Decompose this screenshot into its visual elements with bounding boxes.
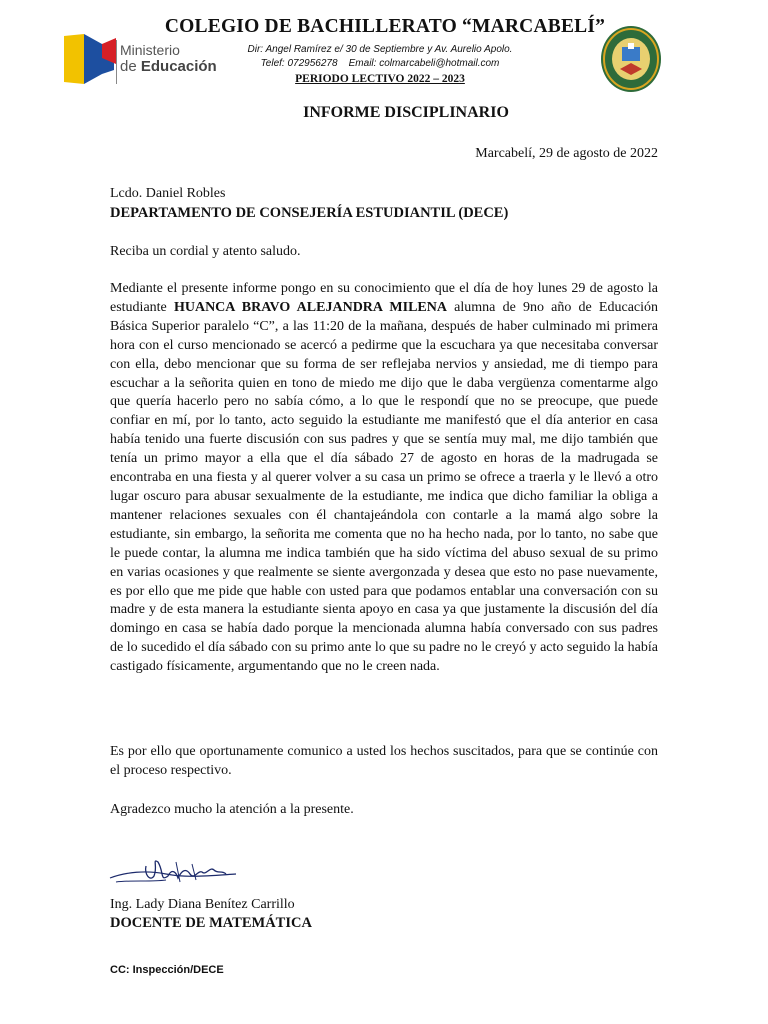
handwritten-signature [106,852,244,892]
signer-name: Ing. Lady Diana Benítez Carrillo [110,897,295,912]
school-seal [600,25,662,93]
greeting: Reciba un cordial y atento saludo. [110,244,301,259]
document-title: INFORME DISCIPLINARIO [303,104,509,121]
ecuador-flag-icon [62,34,118,88]
school-contact [150,43,610,71]
ministry-line2-prefix: de [120,58,141,75]
school-phone-email: Telef: 072956278 Email: colmarcabeli@hotmail.com [260,58,500,69]
recipient-name: Lcdo. Daniel Robles [110,186,226,201]
body-text-1: Mediante el presente informe pongo en su conocimiento que el día de hoy lunes 29 de agosto la estudiante [110,281,658,315]
ministry-line2-bold: Educación [140,58,217,75]
body-paragraph [110,280,658,677]
recipient-department: DEPARTAMENTO DE CONSEJERÍA ESTUDIANTIL (DECE) [110,205,509,221]
school-period: PERIODO LECTIVO 2022 – 2023 [295,73,465,85]
student-name: HUANCA BRAVO ALEJANDRA MILENA [173,299,447,315]
carbon-copy: CC: Inspección/DECE [110,964,224,976]
closing-line: Agradezco mucho la atención a la presente. [110,802,354,817]
school-name: COLEGIO DE BACHILLERATO “MARCABELÍ” [164,16,606,37]
second-paragraph: Es por ello que oportunamente comunico a usted los hechos suscitados, para que se continúe con el proceso respectivo. [110,744,658,778]
document-date: Marcabelí, 29 de agosto de 2022 [475,146,658,161]
signer-title: DOCENTE DE MATEMÁTICA [110,915,312,931]
body-text-2: alumna de 9no año de Educación Básica Superior paralelo “C”, a las 11:20 de la mañana, después de haber culminado mi primera hora con el curso mencionado se acercó a pedirme que la escuchara ya que necesitaba conversar con ella, debo mencionar que su forma de ser reflejaba nervios y ansiedad, me di tiempo para escuchar a la señorita quien en tono de miedo me dijo que le daba vergüenza comentarme algo que quería hacerlo pero no sabía cómo, a lo que le respondí que no se preocupe, que puede confiar en mí, por lo tanto, acto seguido la estudiante me manifestó que el día anterior en casa había tenido una fuerte discusión con sus padres y que se sentía muy mal, me dijo también que tenía un primo mayor a ella que el día sábado 27 de agosto en horas de la madrugada se encontraba en una fiesta y al querer volver a su casa un primo se ofrece a traerla y le llevó a otro lugar oscuro para abusar sexualmente de la estudiante, me indica que dicho familiar la obliga a mantener relaciones sexuales con él chantajeándola con contarle a la mamá algo sobre la estudiante, sin embargo, la señorita me comenta que no ha hecho nada, por lo tanto, no sabe que le puede contar, la alumna me indica también que ha sido víctima del abuso sexual de su primo en varias ocasiones y que realmente se siente avergonzada y desea que esto no pase nuevamente, es por ello que me pide que hable con usted para que podamos entablar una conversación con su madre y de esta manera la estudiante sienta apoyo en casa ya que justamente la discusión del día domingo en casa se había dado porque la mencionada alumna había conversado con sus padres de lo sucedido el día sábado con su primo ante lo que su padre no le creyó y acto seguido la había castigado físicamente, argumentando que no le creen nada. [110,299,659,675]
ministry-line1: Ministerio [120,42,180,58]
school-seal-icon [600,25,662,93]
logo-divider [116,40,117,84]
school-address: Dir: Angel Ramírez e/ 30 de Septiembre y Av. Aurelio Apolo. [247,44,513,55]
signature-icon [106,852,244,892]
